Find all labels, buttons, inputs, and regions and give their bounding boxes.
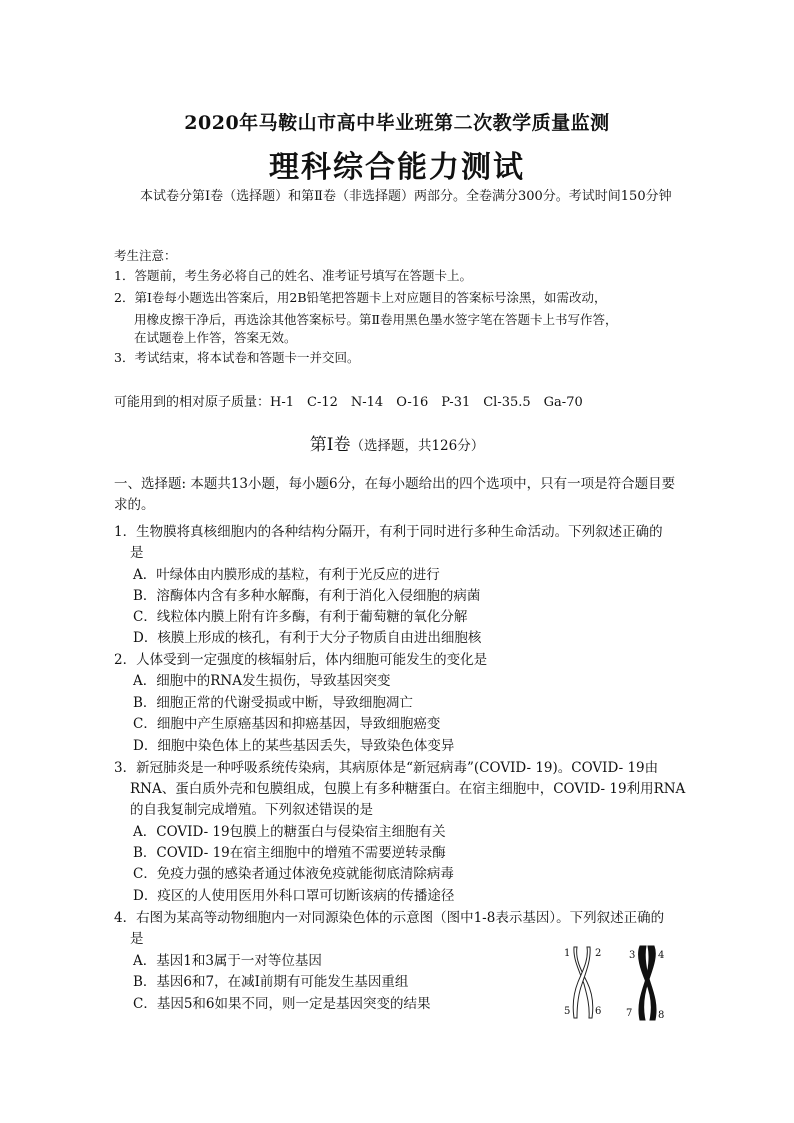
question-option: C．细胞中产生原癌基因和抑癌基因，导致细胞癌变	[133, 716, 441, 732]
question-stem: 1．生物膜将真核细胞内的各种结构分隔开，有利于同时进行多种生命活动。下列叙述正确的	[114, 524, 663, 540]
question-option: C．免疫力强的感染者通过体液免疫就能彻底清除病毒	[133, 866, 454, 882]
question-stem: 是	[130, 931, 144, 947]
instructions-line: 一、选择题: 本题共13小题，每小题6分，在每小题给出的四个选项中，只有一项是符合题目要	[114, 476, 676, 492]
question-option: B．基因6和7，在减Ⅰ前期有可能发生基因重组	[133, 974, 409, 990]
exam-title: 2020年马鞍山市高中毕业班第二次教学质量监测	[184, 112, 610, 134]
question-option: B．细胞正常的代谢受损或中断，导致细胞凋亡	[133, 695, 413, 711]
question-stem: RNA、蛋白质外壳和包膜组成，包膜上有多种糖蛋白。在宿主细胞中，COVID- 19利用RNA	[130, 781, 686, 797]
homologous-chromosomes-figure	[562, 942, 680, 1024]
gene-label-1: 1	[564, 948, 571, 959]
gene-label-4: 4	[658, 950, 665, 961]
section-title: 第Ⅰ卷	[309, 435, 351, 455]
question-option: C．基因5和6如果不同，则一定是基因突变的结果	[133, 996, 431, 1012]
question-stem: 4．右图为某高等动物细胞内一对同源染色体的示意图（图中1-8表示基因）。下列叙述正确的	[114, 910, 665, 926]
question-option: C．线粒体内膜上附有许多酶，有利于葡萄糖的氧化分解	[133, 609, 468, 625]
question-option: A．叶绿体由内膜形成的基粒，有利于光反应的进行	[133, 567, 440, 583]
exam-intro: 本试卷分第Ⅰ卷（选择题）和第Ⅱ卷（非选择题）两部分。全卷满分300分。考试时间150分钟	[140, 189, 672, 204]
gene-label-7: 7	[626, 1008, 633, 1019]
question-option: A．细胞中的RNA发生损伤，导致基因突变	[133, 673, 391, 689]
gene-label-6: 6	[595, 1006, 602, 1017]
exam-subtitle: 理科综合能力测试	[269, 150, 525, 185]
white-chromosome	[573, 947, 593, 1018]
question-option: B．溶酶体内含有多种水解酶，有利于消化入侵细胞的病菌	[133, 588, 481, 604]
question-option: A．基因1和3属于一对等位基因	[133, 953, 322, 969]
question-option: D．细胞中染色体上的某些基因丢失，导致染色体变异	[133, 738, 455, 754]
question-stem: 2．人体受到一定强度的核辐射后，体内细胞可能发生的变化是	[114, 652, 488, 668]
instructions-line: 求的。	[114, 497, 155, 513]
notice-item: 3．考试结束，将本试卷和答题卡一并交回。	[114, 350, 360, 365]
question-stem: 是	[130, 545, 144, 561]
question-stem: 的自我复制完成增殖。下列叙述错误的是	[130, 802, 373, 818]
gene-label-3: 3	[629, 950, 636, 961]
section-heading	[0, 430, 794, 455]
gene-label-2: 2	[595, 948, 602, 959]
gene-label-8: 8	[658, 1010, 665, 1021]
notice-item: 1．答题前，考生务必将自己的姓名、准考证号填写在答题卡上。	[114, 268, 472, 283]
notice-item: 用橡皮擦干净后，再选涂其他答案标号。第Ⅱ卷用黑色墨水签字笔在答题卡上书写作答，	[134, 312, 618, 327]
gene-label-5: 5	[564, 1006, 571, 1017]
notice-item: 2．第Ⅰ卷每小题选出答案后，用2B铅笔把答题卡上对应题目的答案标号涂黑，如需改动，	[114, 290, 607, 305]
section-note: （选择题，共126分）	[350, 438, 485, 454]
question-stem: 3．新冠肺炎是一种呼吸系统传染病，其病原体是“新冠病毒”(COVID- 19)。COVID- 19由	[114, 760, 659, 776]
question-option: D．疫区的人使用医用外科口罩可切断该病的传播途径	[133, 888, 455, 904]
question-option: D．核膜上形成的核孔，有利于大分子物质自由进出细胞核	[133, 630, 482, 646]
black-chromosome	[639, 946, 657, 1020]
question-option: A．COVID- 19包膜上的糖蛋白与侵染宿主细胞有关	[133, 824, 446, 840]
notice-heading: 考生注意：	[114, 248, 177, 263]
question-option: B．COVID- 19在宿主细胞中的增殖不需要逆转录酶	[133, 845, 446, 861]
notice-item: 在试题卷上作答，答案无效。	[134, 330, 297, 345]
atomic-masses: 可能用到的相对原子质量：H-1 C-12 N-14 O-16 P-31 Cl-35.5 Ga-70	[114, 395, 583, 410]
